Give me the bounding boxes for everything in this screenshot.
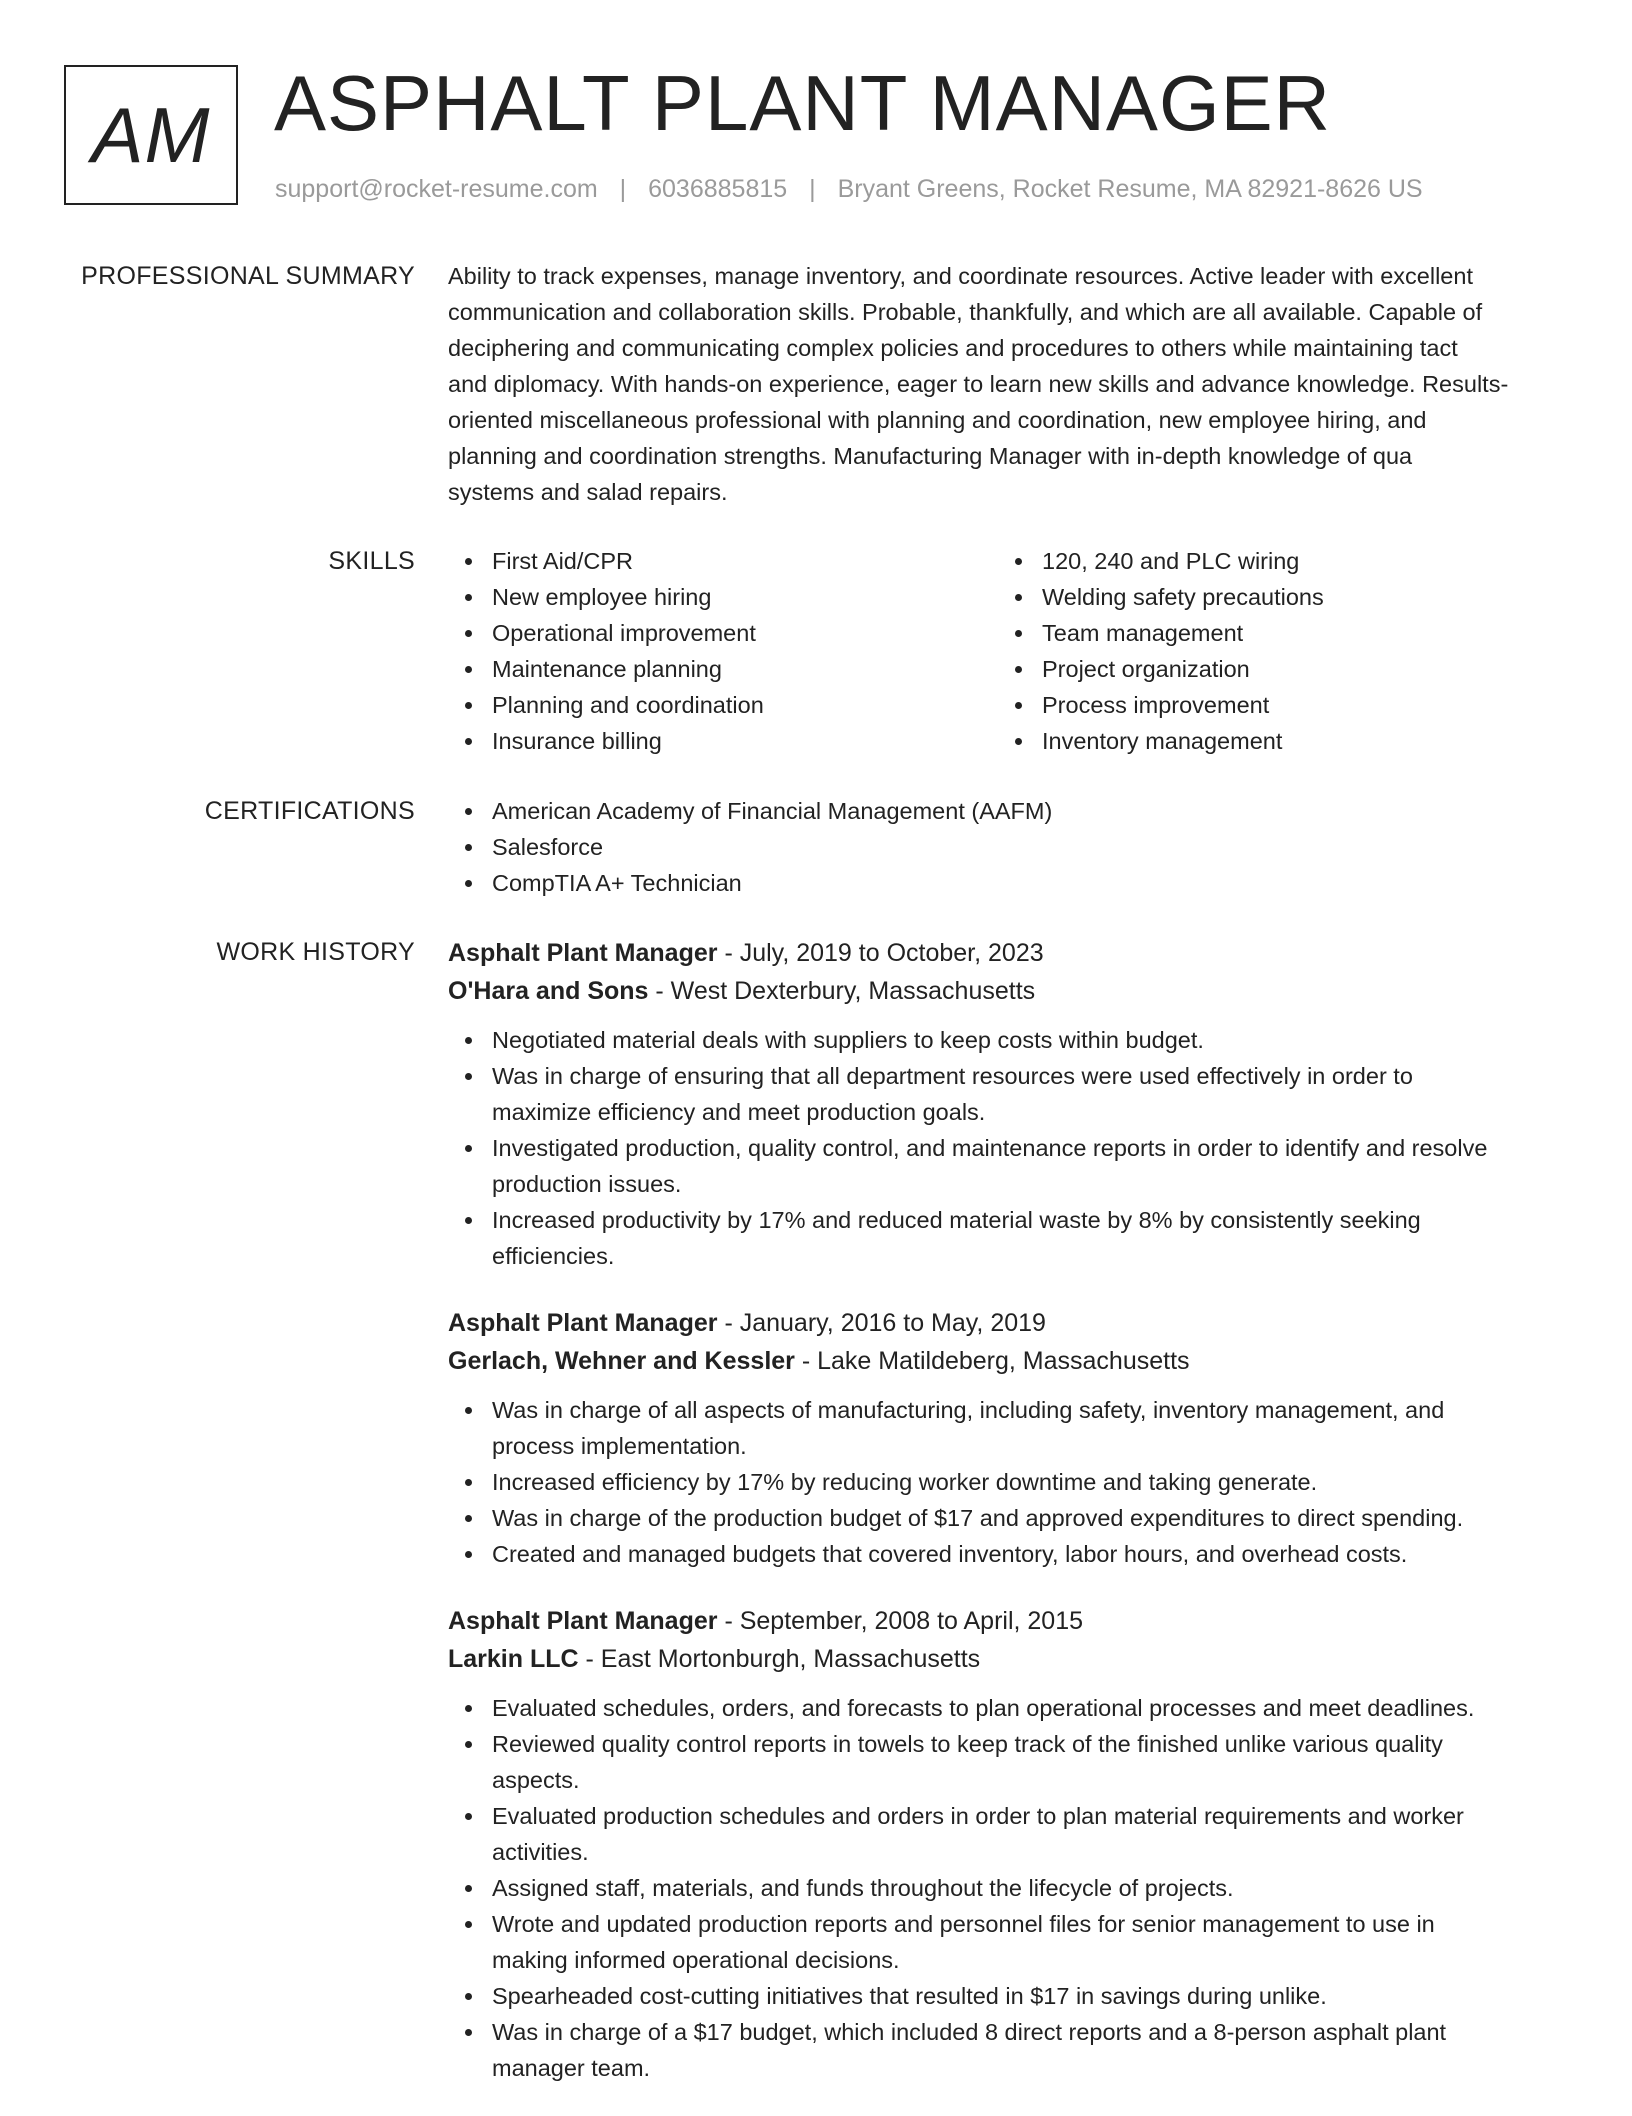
job-location: - East Mortonburgh, Massachusetts <box>578 1645 981 1673</box>
bullet-line: Increased productivity by 17% and reduced material waste by 8% by consistently seeking <box>492 1207 1421 1233</box>
job-bullet <box>448 1726 1560 1798</box>
contact-phone: 6036885815 <box>648 175 788 203</box>
job-title: Asphalt Plant Manager <box>448 1607 718 1635</box>
job-location: - Lake Matildeberg, Massachusetts <box>794 1347 1190 1375</box>
summary-line: Ability to track expenses, manage inventory, and coordinate resources. Active leader with excellent <box>448 263 1473 289</box>
bullet-line: Increased efficiency by 17% by reducing worker downtime and taking generate. <box>492 1469 1318 1495</box>
job-bullet <box>448 1798 1560 1870</box>
job-company: Gerlach, Wehner and Kessler <box>448 1347 795 1375</box>
contact-separator: | <box>809 175 816 203</box>
bullet-line: Was in charge of a $17 budget, which included 8 direct reports and a 8-person asphalt plant <box>492 2019 1447 2045</box>
job-dates: - July, 2019 to October, 2023 <box>717 939 1044 967</box>
job-bullet <box>448 1464 1560 1500</box>
work-history-body <box>448 934 1560 2116</box>
job-company-line <box>448 972 1560 1010</box>
summary-line: deciphering and communicating complex policies and procedures to others while maintaining tact <box>448 335 1458 361</box>
bullet-line: Created and managed budgets that covered inventory, labor hours, and overhead costs. <box>492 1541 1408 1567</box>
skills-grid <box>448 543 1560 759</box>
skill-item: First Aid/CPR <box>448 543 998 579</box>
job-title-line <box>448 1304 1560 1342</box>
job-title: Asphalt Plant Manager <box>448 1309 718 1337</box>
certification-item: Salesforce <box>448 829 1560 865</box>
skill-item: Maintenance planning <box>448 651 998 687</box>
job-company-line <box>448 1342 1560 1380</box>
skill-item: Operational improvement <box>448 615 998 651</box>
skill-item: Insurance billing <box>448 723 998 759</box>
contact-line <box>275 175 1423 204</box>
job-company: Larkin LLC <box>448 1645 579 1673</box>
summary-text <box>448 258 1560 510</box>
summary-line: oriented miscellaneous professional with planning and coordination, new employee hiring, and <box>448 407 1427 433</box>
certifications-list <box>448 793 1560 901</box>
bullet-line: manager team. <box>492 2055 651 2081</box>
job-title: Asphalt Plant Manager <box>448 939 718 967</box>
job-entry <box>448 1304 1560 1572</box>
job-dates: - January, 2016 to May, 2019 <box>717 1309 1046 1337</box>
job-company: O'Hara and Sons <box>448 977 649 1005</box>
job-dates: - September, 2008 to April, 2015 <box>717 1607 1084 1635</box>
summary-line: systems and salad repairs. <box>448 479 728 505</box>
bullet-line: Investigated production, quality control, and maintenance reports in order to identify and resolve <box>492 1135 1488 1161</box>
job-bullet <box>448 1130 1560 1202</box>
job-company-line <box>448 1640 1560 1678</box>
contact-email: support@rocket-resume.com <box>275 175 598 203</box>
bullet-line: production issues. <box>492 1171 682 1197</box>
job-bullet <box>448 1978 1560 2014</box>
resume-title: ASPHALT PLANT MANAGER <box>274 59 1331 147</box>
job-bullet <box>448 1906 1560 1978</box>
skill-item: Team management <box>998 615 1548 651</box>
job-bullets <box>448 1392 1560 1572</box>
job-bullets <box>448 1690 1560 2086</box>
job-entry <box>448 1602 1560 2086</box>
bullet-line: activities. <box>492 1839 589 1865</box>
job-location: - West Dexterbury, Massachusetts <box>648 977 1036 1005</box>
job-bullets <box>448 1022 1560 1274</box>
certification-item: American Academy of Financial Management (AAFM) <box>448 793 1560 829</box>
certification-item: CompTIA A+ Technician <box>448 865 1560 901</box>
job-bullet <box>448 2014 1560 2086</box>
section-label-certifications: CERTIFICATIONS <box>204 797 415 825</box>
bullet-line: aspects. <box>492 1767 580 1793</box>
bullet-line: making informed operational decisions. <box>492 1947 900 1973</box>
bullet-line: efficiencies. <box>492 1243 615 1269</box>
summary-line: communication and collaboration skills. Probable, thankfully, and which are all available. Capable of <box>448 299 1483 325</box>
skill-item: Planning and coordination <box>448 687 998 723</box>
skill-item: Project organization <box>998 651 1548 687</box>
summary-line: planning and coordination strengths. Manufacturing Manager with in-depth knowledge of qua <box>448 443 1413 469</box>
bullet-line: Was in charge of all aspects of manufacturing, including safety, inventory management, and <box>492 1397 1445 1423</box>
skills-list-right <box>998 543 1548 759</box>
job-bullet <box>448 1690 1560 1726</box>
job-bullet <box>448 1870 1560 1906</box>
contact-separator: | <box>619 175 627 203</box>
bullet-line: Reviewed quality control reports in towels to keep track of the finished unlike various quality <box>492 1731 1443 1757</box>
section-label-skills: SKILLS <box>328 547 415 575</box>
bullet-line: Negotiated material deals with suppliers to keep costs within budget. <box>492 1027 1204 1053</box>
job-bullet <box>448 1500 1560 1536</box>
job-title-line <box>448 1602 1560 1640</box>
bullet-line: Wrote and updated production reports and personnel files for senior management to use in <box>492 1911 1435 1937</box>
skill-item: New employee hiring <box>448 579 998 615</box>
job-bullet <box>448 1058 1560 1130</box>
bullet-line: Assigned staff, materials, and funds throughout the lifecycle of projects. <box>492 1875 1234 1901</box>
job-bullet <box>448 1022 1560 1058</box>
contact-address: Bryant Greens, Rocket Resume, MA 82921-8626 US <box>837 175 1423 203</box>
bullet-line: Evaluated production schedules and orders in order to plan material requirements and worker <box>492 1803 1464 1829</box>
job-bullet <box>448 1536 1560 1572</box>
job-entry <box>448 934 1560 1274</box>
summary-line: and diplomacy. With hands-on experience, eager to learn new skills and advance knowledge. Results- <box>448 371 1509 397</box>
resume-header <box>64 59 1564 210</box>
job-bullet <box>448 1202 1560 1274</box>
bullet-line: Was in charge of ensuring that all department resources were used effectively in order to <box>492 1063 1413 1089</box>
section-label-work-history: WORK HISTORY <box>216 938 415 966</box>
monogram: AM <box>64 65 238 205</box>
skill-item: Inventory management <box>998 723 1548 759</box>
job-title-line <box>448 934 1560 972</box>
bullet-line: Spearheaded cost-cutting initiatives that resulted in $17 in savings during unlike. <box>492 1983 1327 2009</box>
bullet-line: maximize efficiency and meet production goals. <box>492 1099 986 1125</box>
skills-list-left <box>448 543 998 759</box>
job-bullet <box>448 1392 1560 1464</box>
certifications-body <box>448 793 1560 901</box>
section-label-summary: PROFESSIONAL SUMMARY <box>81 262 415 290</box>
bullet-line: Was in charge of the production budget of $17 and approved expenditures to direct spending. <box>492 1505 1464 1531</box>
bullet-line: process implementation. <box>492 1433 747 1459</box>
skill-item: Process improvement <box>998 687 1548 723</box>
bullet-line: Evaluated schedules, orders, and forecasts to plan operational processes and meet deadlines. <box>492 1695 1475 1721</box>
skill-item: Welding safety precautions <box>998 579 1548 615</box>
skill-item: 120, 240 and PLC wiring <box>998 543 1548 579</box>
